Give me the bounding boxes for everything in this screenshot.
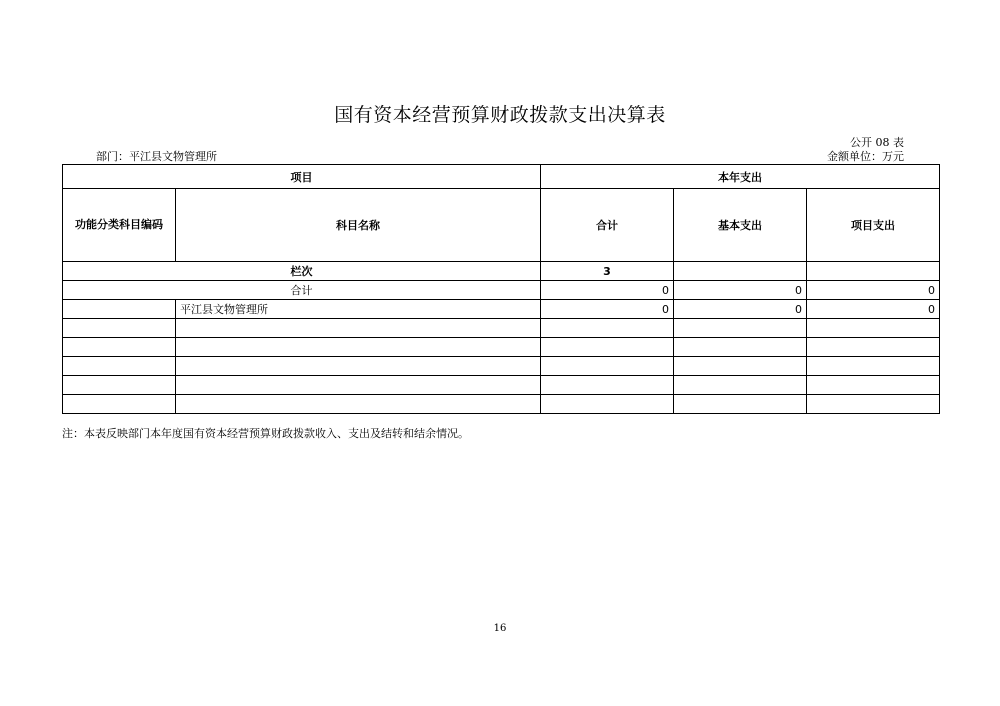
row-basic: 0 xyxy=(674,300,807,319)
header-basic-expense: 基本支出 xyxy=(674,189,807,262)
amount-unit-label: 金额单位：万元 xyxy=(827,150,904,163)
column-index-row xyxy=(63,262,940,281)
row-total xyxy=(541,376,674,395)
row-total xyxy=(541,338,674,357)
department-label: 部门：平江县文物管理所 xyxy=(96,150,217,163)
row-name xyxy=(176,338,541,357)
row-code xyxy=(63,395,176,414)
row-name xyxy=(176,357,541,376)
table-row xyxy=(63,300,940,319)
row-basic xyxy=(674,376,807,395)
row-name xyxy=(176,376,541,395)
table-header-row xyxy=(63,165,940,189)
row-project xyxy=(807,395,940,414)
header-total: 合计 xyxy=(541,189,674,262)
row-code xyxy=(63,338,176,357)
row-basic xyxy=(674,319,807,338)
row-basic xyxy=(674,338,807,357)
row-project xyxy=(807,319,940,338)
summary-project: 0 xyxy=(807,281,940,300)
header-current-year-expense: 本年支出 xyxy=(541,165,940,189)
column-index-project xyxy=(807,262,940,281)
header-project-expense: 项目支出 xyxy=(807,189,940,262)
table-subheader-row xyxy=(63,189,940,262)
page-number: 16 xyxy=(493,623,507,634)
row-code xyxy=(63,376,176,395)
summary-basic: 0 xyxy=(674,281,807,300)
header-item: 项目 xyxy=(63,165,541,189)
form-number: 公开 08 表 xyxy=(850,136,904,149)
table-row xyxy=(63,319,940,338)
row-code xyxy=(63,319,176,338)
row-basic xyxy=(674,395,807,414)
table-note: 注：本表反映部门本年度国有资本经营预算财政拨款收入、支出及结转和结余情况。 xyxy=(62,427,469,440)
header-subject-name: 科目名称 xyxy=(176,189,541,262)
row-total xyxy=(541,319,674,338)
row-total: 0 xyxy=(541,300,674,319)
table-row xyxy=(63,395,940,414)
summary-total: 0 xyxy=(541,281,674,300)
header-function-code: 功能分类科目编码 xyxy=(63,189,176,262)
row-code xyxy=(63,300,176,319)
row-basic xyxy=(674,357,807,376)
column-index-label: 栏次 xyxy=(63,262,541,281)
document-title: 国有资本经营预算财政拨款支出决算表 xyxy=(334,104,666,126)
summary-row xyxy=(63,281,940,300)
row-name xyxy=(176,319,541,338)
row-code xyxy=(63,357,176,376)
row-total xyxy=(541,357,674,376)
table-row xyxy=(63,357,940,376)
row-name xyxy=(176,395,541,414)
column-index-basic xyxy=(674,262,807,281)
column-index-total: 3 xyxy=(541,262,674,281)
budget-expense-table xyxy=(62,164,940,414)
row-project xyxy=(807,376,940,395)
table-row xyxy=(63,376,940,395)
row-project xyxy=(807,338,940,357)
row-name: 平江县文物管理所 xyxy=(176,300,541,319)
row-project: 0 xyxy=(807,300,940,319)
table-row xyxy=(63,338,940,357)
row-project xyxy=(807,357,940,376)
summary-label: 合计 xyxy=(63,281,541,300)
row-total xyxy=(541,395,674,414)
